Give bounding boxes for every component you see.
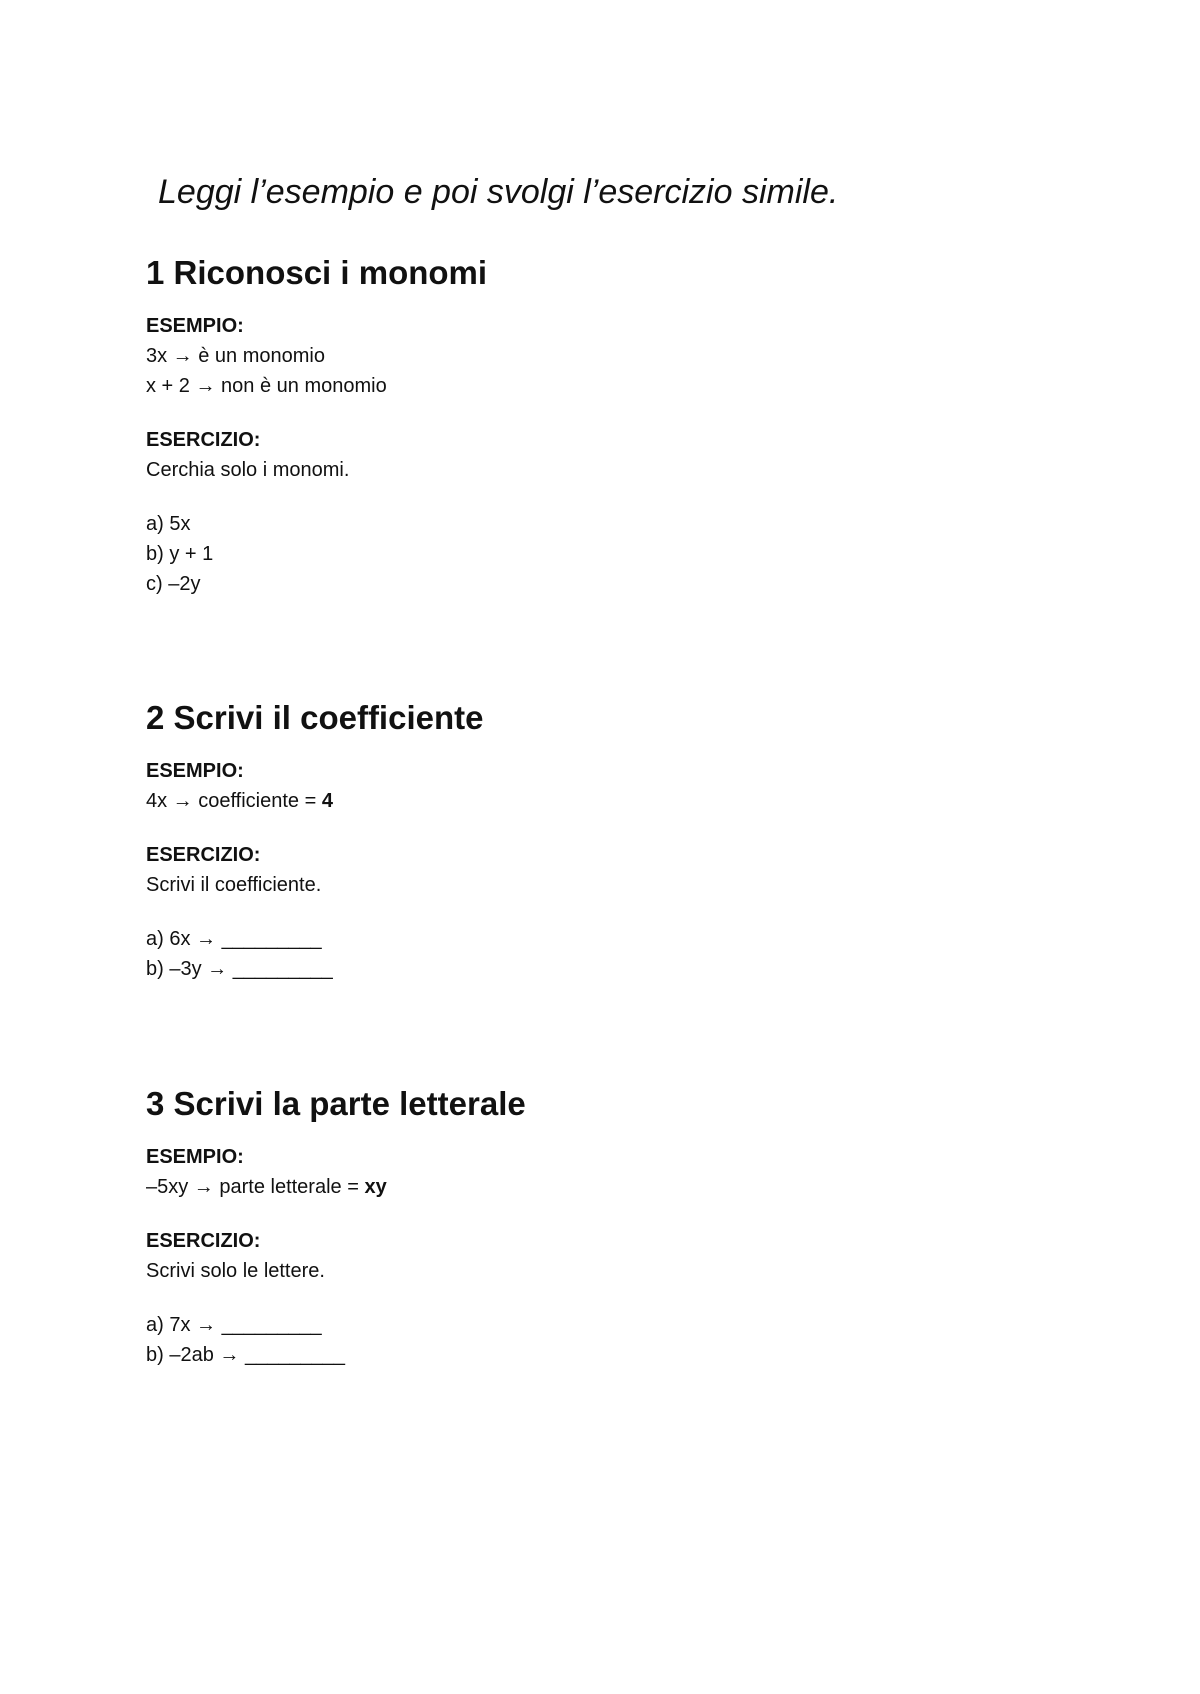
exercise-item: c) –2y — [146, 573, 201, 595]
instruction-text: Leggi l’esempio e poi svolgi l’esercizio simile. — [158, 173, 839, 211]
section-3 — [146, 1084, 1046, 1370]
exercise-item: b) –3y → _________ — [146, 958, 333, 980]
section-title: 3 Scrivi la parte letterale — [146, 1085, 526, 1122]
section-title: 2 Scrivi il coefficiente — [146, 699, 484, 736]
exercise-label: ESERCIZIO: — [146, 1230, 261, 1252]
exercise-prompt: Scrivi solo le lettere. — [146, 1260, 325, 1282]
example-answer: xy — [364, 1176, 387, 1198]
example-text: 4x → coefficiente = — [146, 790, 322, 812]
exercise-item: a) 7x → _________ — [146, 1314, 322, 1336]
exercise-item: b) –2ab → _________ — [146, 1344, 346, 1366]
example-line — [146, 1172, 1046, 1202]
section-2 — [146, 698, 1046, 984]
example-label: ESEMPIO: — [146, 315, 244, 337]
example-line: 3x → è un monomio — [146, 345, 325, 367]
example-line — [146, 786, 1046, 816]
exercise-label: ESERCIZIO: — [146, 429, 261, 451]
exercise-label: ESERCIZIO: — [146, 844, 261, 866]
example-label: ESEMPIO: — [146, 1146, 244, 1168]
exercise-item: a) 5x — [146, 513, 191, 535]
exercise-prompt: Scrivi il coefficiente. — [146, 874, 322, 896]
exercise-item: b) y + 1 — [146, 543, 214, 565]
section-1 — [146, 253, 1046, 599]
section-title: 1 Riconosci i monomi — [146, 254, 488, 291]
example-answer: 4 — [321, 790, 333, 812]
example-line: x + 2 → non è un monomio — [146, 375, 387, 397]
example-text: –5xy → parte letterale = — [146, 1176, 365, 1198]
example-label: ESEMPIO: — [146, 760, 244, 782]
exercise-prompt: Cerchia solo i monomi. — [146, 459, 350, 481]
exercise-item: a) 6x → _________ — [146, 928, 322, 950]
